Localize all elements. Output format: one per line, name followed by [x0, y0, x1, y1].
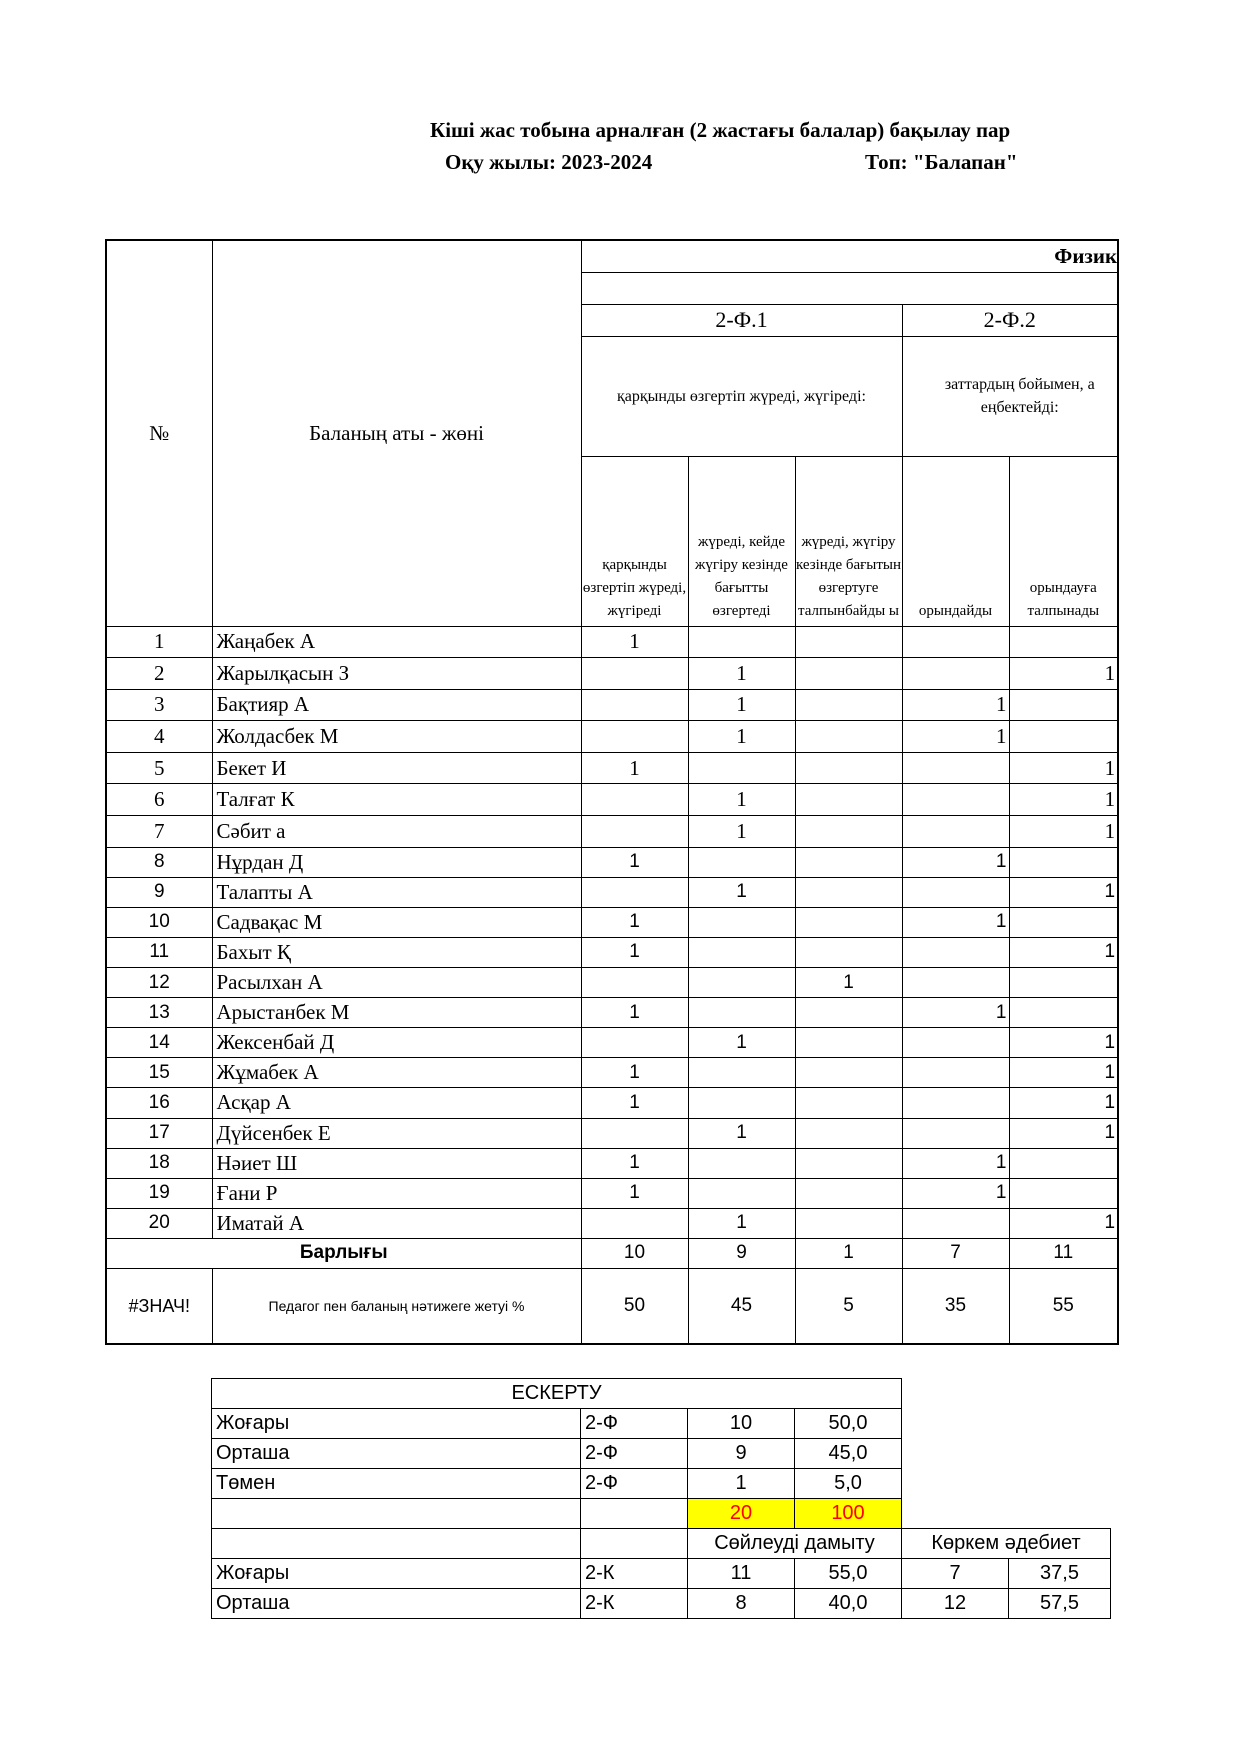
mark-cell: 1: [1009, 752, 1118, 784]
level-label: Жоғары: [212, 1409, 581, 1439]
mark-cell: [902, 1208, 1009, 1238]
mark-cell: 1: [902, 998, 1009, 1028]
mark-cell: [795, 1028, 902, 1058]
subcol-5: орындауға талпынады: [1009, 456, 1118, 626]
empty-cell: [212, 1499, 581, 1529]
level-code: 2-Ф: [581, 1439, 688, 1469]
speech-dev-label: Сөйлеуді дамыту: [688, 1529, 902, 1559]
child-name: Ғани Р: [212, 1178, 581, 1208]
table-row: [106, 658, 1118, 690]
group-desc-1: қарқынды өзгертіп жүреді, жүгіреді:: [581, 336, 902, 456]
mark-cell: [581, 721, 688, 753]
mark-cell: [795, 907, 902, 937]
mark-cell: [902, 784, 1009, 816]
row-number: 7: [106, 816, 212, 848]
percent-cell: 5: [795, 1268, 902, 1344]
row-number: 10: [106, 907, 212, 937]
child-name: Нәиет Ш: [212, 1148, 581, 1178]
mark-cell: 1: [902, 907, 1009, 937]
group-desc-2: заттардың бойымен, а еңбектейді:: [902, 336, 1118, 456]
level-percent: 40,0: [795, 1589, 902, 1619]
child-name: Расылхан А: [212, 968, 581, 998]
empty-cell: [212, 1529, 581, 1559]
sum-percent: 100: [795, 1499, 902, 1529]
level-percent: 37,5: [1009, 1559, 1111, 1589]
level-count: 11: [688, 1559, 795, 1589]
mark-cell: [795, 752, 902, 784]
row-number: 8: [106, 847, 212, 877]
child-name: Бақтияр А: [212, 689, 581, 721]
mark-cell: 1: [688, 721, 795, 753]
sum-count: 20: [688, 1499, 795, 1529]
mark-cell: [1009, 689, 1118, 721]
mark-cell: 1: [688, 689, 795, 721]
level-percent: 50,0: [795, 1409, 902, 1439]
mark-cell: [688, 1088, 795, 1118]
row-number: 13: [106, 998, 212, 1028]
mark-cell: [688, 968, 795, 998]
table-row: [106, 907, 1118, 937]
mark-cell: 1: [902, 1148, 1009, 1178]
row-number: 11: [106, 937, 212, 967]
mark-cell: 1: [1009, 784, 1118, 816]
mark-cell: [688, 998, 795, 1028]
table-row: [106, 847, 1118, 877]
mark-cell: [902, 1088, 1009, 1118]
row-number: 5: [106, 752, 212, 784]
mark-cell: 1: [581, 907, 688, 937]
level-count: 9: [688, 1439, 795, 1469]
page-title: Кіші жас тобына арналған (2 жастағы балалар) бақылау пар: [430, 118, 1011, 142]
row-number: 12: [106, 968, 212, 998]
mark-cell: [1009, 907, 1118, 937]
table-row: [106, 1208, 1118, 1238]
blank-cell: [902, 1499, 1111, 1529]
child-name: Иматай А: [212, 1208, 581, 1238]
row-number: 18: [106, 1148, 212, 1178]
level-code: 2-К: [581, 1589, 688, 1619]
mark-cell: 1: [1009, 1208, 1118, 1238]
table-row: [106, 968, 1118, 998]
total-cell: 10: [581, 1238, 688, 1268]
observation-table: [105, 239, 1119, 1345]
mark-cell: [795, 689, 902, 721]
mark-cell: [1009, 998, 1118, 1028]
table-row: [106, 816, 1118, 848]
level-percent: 45,0: [795, 1439, 902, 1469]
mark-cell: 1: [688, 658, 795, 690]
level-code: 2-Ф: [581, 1469, 688, 1499]
table-row: [106, 1178, 1118, 1208]
mark-cell: [795, 626, 902, 658]
table-row: [106, 721, 1118, 753]
mark-cell: 1: [1009, 1058, 1118, 1088]
table-row: [106, 752, 1118, 784]
mark-cell: [1009, 1178, 1118, 1208]
mark-cell: [795, 721, 902, 753]
mark-cell: 1: [1009, 658, 1118, 690]
mark-cell: 1: [902, 721, 1009, 753]
child-name: Талапты А: [212, 877, 581, 907]
mark-cell: [581, 658, 688, 690]
row-number: 14: [106, 1028, 212, 1058]
mark-cell: 1: [581, 1058, 688, 1088]
mark-cell: [795, 1178, 902, 1208]
child-name: Нұрдан Д: [212, 847, 581, 877]
table-row: [106, 1028, 1118, 1058]
table-row: [106, 689, 1118, 721]
mark-cell: 1: [1009, 1028, 1118, 1058]
mark-cell: 1: [1009, 877, 1118, 907]
mark-cell: [581, 877, 688, 907]
row-number: 4: [106, 721, 212, 753]
table-row: [106, 1118, 1118, 1148]
mark-cell: [795, 1208, 902, 1238]
mark-cell: 1: [902, 1178, 1009, 1208]
mark-cell: [1009, 721, 1118, 753]
child-name: Дүйсенбек Е: [212, 1118, 581, 1148]
level-count: 1: [688, 1469, 795, 1499]
section-subtitle-empty: [581, 272, 1118, 304]
mark-cell: [688, 937, 795, 967]
mark-cell: [1009, 847, 1118, 877]
level-percent: 55,0: [795, 1559, 902, 1589]
mark-cell: 1: [688, 877, 795, 907]
child-name: Сәбит а: [212, 816, 581, 848]
empty-cell: [581, 1529, 688, 1559]
mark-cell: [581, 1208, 688, 1238]
mark-cell: [795, 658, 902, 690]
mark-cell: [795, 877, 902, 907]
table-row: [106, 877, 1118, 907]
mark-cell: [1009, 968, 1118, 998]
mark-cell: 1: [688, 1028, 795, 1058]
table-row: [106, 1058, 1118, 1088]
blank-cell: [902, 1409, 1111, 1439]
row-number: 16: [106, 1088, 212, 1118]
mark-cell: [688, 1058, 795, 1088]
percent-cell: 50: [581, 1268, 688, 1344]
level-code: 2-Ф: [581, 1409, 688, 1439]
mark-cell: [902, 626, 1009, 658]
mark-cell: 1: [688, 1208, 795, 1238]
blank-cell: [902, 1469, 1111, 1499]
mark-cell: 1: [902, 689, 1009, 721]
total-cell: 7: [902, 1238, 1009, 1268]
mark-cell: [795, 847, 902, 877]
total-cell: 11: [1009, 1238, 1118, 1268]
blank-cell: [902, 1439, 1111, 1469]
level-label: Төмен: [212, 1469, 581, 1499]
mark-cell: [902, 816, 1009, 848]
mark-cell: [688, 907, 795, 937]
percent-label: Педагог пен баланың нәтижеге жетуі %: [212, 1268, 581, 1344]
row-number: 6: [106, 784, 212, 816]
mark-cell: 1: [1009, 816, 1118, 848]
mark-cell: [902, 1028, 1009, 1058]
child-name: Талғат К: [212, 784, 581, 816]
row-number: 3: [106, 689, 212, 721]
section-title: Физик: [581, 240, 1118, 272]
header-no: №: [106, 240, 212, 626]
mark-cell: [795, 937, 902, 967]
mark-cell: [1009, 1148, 1118, 1178]
child-name: Жұмабек А: [212, 1058, 581, 1088]
mark-cell: [1009, 626, 1118, 658]
table-row: [106, 998, 1118, 1028]
mark-cell: [581, 1028, 688, 1058]
row-number: 19: [106, 1178, 212, 1208]
child-name: Бекет И: [212, 752, 581, 784]
total-label: Барлығы: [106, 1238, 581, 1268]
header-child-name: Баланың аты - жөні: [212, 240, 581, 626]
mark-cell: [795, 1118, 902, 1148]
mark-cell: 1: [688, 1118, 795, 1148]
table-row: [106, 1148, 1118, 1178]
level-count: 12: [902, 1589, 1009, 1619]
mark-cell: [902, 937, 1009, 967]
table-row: [106, 937, 1118, 967]
mark-cell: 1: [1009, 1088, 1118, 1118]
total-cell: 1: [795, 1238, 902, 1268]
child-name: Садвақас М: [212, 907, 581, 937]
mark-cell: [581, 784, 688, 816]
mark-cell: [688, 1148, 795, 1178]
level-percent: 5,0: [795, 1469, 902, 1499]
child-name: Асқар А: [212, 1088, 581, 1118]
summary-table: [211, 1378, 1111, 1619]
mark-cell: [795, 1058, 902, 1088]
child-name: Жарылқасын З: [212, 658, 581, 690]
blank-cell: [902, 1379, 1111, 1409]
row-number: 15: [106, 1058, 212, 1088]
mark-cell: [902, 877, 1009, 907]
row-number: 17: [106, 1118, 212, 1148]
mark-cell: 1: [581, 1178, 688, 1208]
level-percent: 57,5: [1009, 1589, 1111, 1619]
row-number: 9: [106, 877, 212, 907]
mark-cell: 1: [581, 626, 688, 658]
mark-cell: 1: [581, 998, 688, 1028]
mark-cell: 1: [1009, 937, 1118, 967]
percent-error-cell: #ЗНАЧ!: [106, 1268, 212, 1344]
mark-cell: [581, 816, 688, 848]
level-count: 8: [688, 1589, 795, 1619]
row-number: 20: [106, 1208, 212, 1238]
level-code: 2-К: [581, 1559, 688, 1589]
level-label: Орташа: [212, 1439, 581, 1469]
mark-cell: [902, 968, 1009, 998]
child-name: Бахыт Қ: [212, 937, 581, 967]
mark-cell: 1: [581, 1148, 688, 1178]
mark-cell: [795, 816, 902, 848]
mark-cell: 1: [581, 937, 688, 967]
mark-cell: 1: [902, 847, 1009, 877]
mark-cell: [795, 1088, 902, 1118]
group-code-1: 2-Ф.1: [581, 304, 902, 336]
group-code-2: 2-Ф.2: [902, 304, 1118, 336]
mark-cell: [688, 752, 795, 784]
child-name: Жолдасбек М: [212, 721, 581, 753]
mark-cell: [581, 689, 688, 721]
mark-cell: 1: [581, 1088, 688, 1118]
literature-label: Көркем әдебиет: [902, 1529, 1111, 1559]
subcol-2: жүреді, кейде жүгіру кезінде бағытты өзгертеді: [688, 456, 795, 626]
level-count: 7: [902, 1559, 1009, 1589]
mark-cell: 1: [795, 968, 902, 998]
table-row: [106, 784, 1118, 816]
table-row: [106, 626, 1118, 658]
mark-cell: [795, 998, 902, 1028]
row-number: 1: [106, 626, 212, 658]
level-label: Жоғары: [212, 1559, 581, 1589]
level-count: 10: [688, 1409, 795, 1439]
table-row: [106, 1088, 1118, 1118]
mark-cell: [902, 752, 1009, 784]
mark-cell: [688, 847, 795, 877]
mark-cell: [902, 1118, 1009, 1148]
mark-cell: [795, 1148, 902, 1178]
group-label: Топ: "Балапан": [865, 150, 1018, 174]
mark-cell: [581, 968, 688, 998]
percent-cell: 35: [902, 1268, 1009, 1344]
mark-cell: 1: [1009, 1118, 1118, 1148]
subcol-1: қарқынды өзгертіп жүреді, жүгіреді: [581, 456, 688, 626]
subcol-3: жүреді, жүгіру кезінде бағытын өзгертуге талпынбайды ы: [795, 456, 902, 626]
total-cell: 9: [688, 1238, 795, 1268]
percent-cell: 55: [1009, 1268, 1118, 1344]
mark-cell: [795, 784, 902, 816]
mark-cell: [902, 658, 1009, 690]
level-label: Орташа: [212, 1589, 581, 1619]
note-title: ЕСКЕРТУ: [212, 1379, 902, 1409]
child-name: Арыстанбек М: [212, 998, 581, 1028]
row-number: 2: [106, 658, 212, 690]
mark-cell: [581, 1118, 688, 1148]
mark-cell: [902, 1058, 1009, 1088]
child-name: Жексенбай Д: [212, 1028, 581, 1058]
mark-cell: 1: [581, 847, 688, 877]
subcol-4: орындайды: [902, 456, 1009, 626]
mark-cell: 1: [581, 752, 688, 784]
mark-cell: [688, 626, 795, 658]
mark-cell: 1: [688, 816, 795, 848]
child-name: Жаңабек А: [212, 626, 581, 658]
percent-cell: 45: [688, 1268, 795, 1344]
mark-cell: [688, 1178, 795, 1208]
school-year-label: Оқу жылы: 2023-2024: [445, 150, 653, 174]
empty-cell: [581, 1499, 688, 1529]
mark-cell: 1: [688, 784, 795, 816]
